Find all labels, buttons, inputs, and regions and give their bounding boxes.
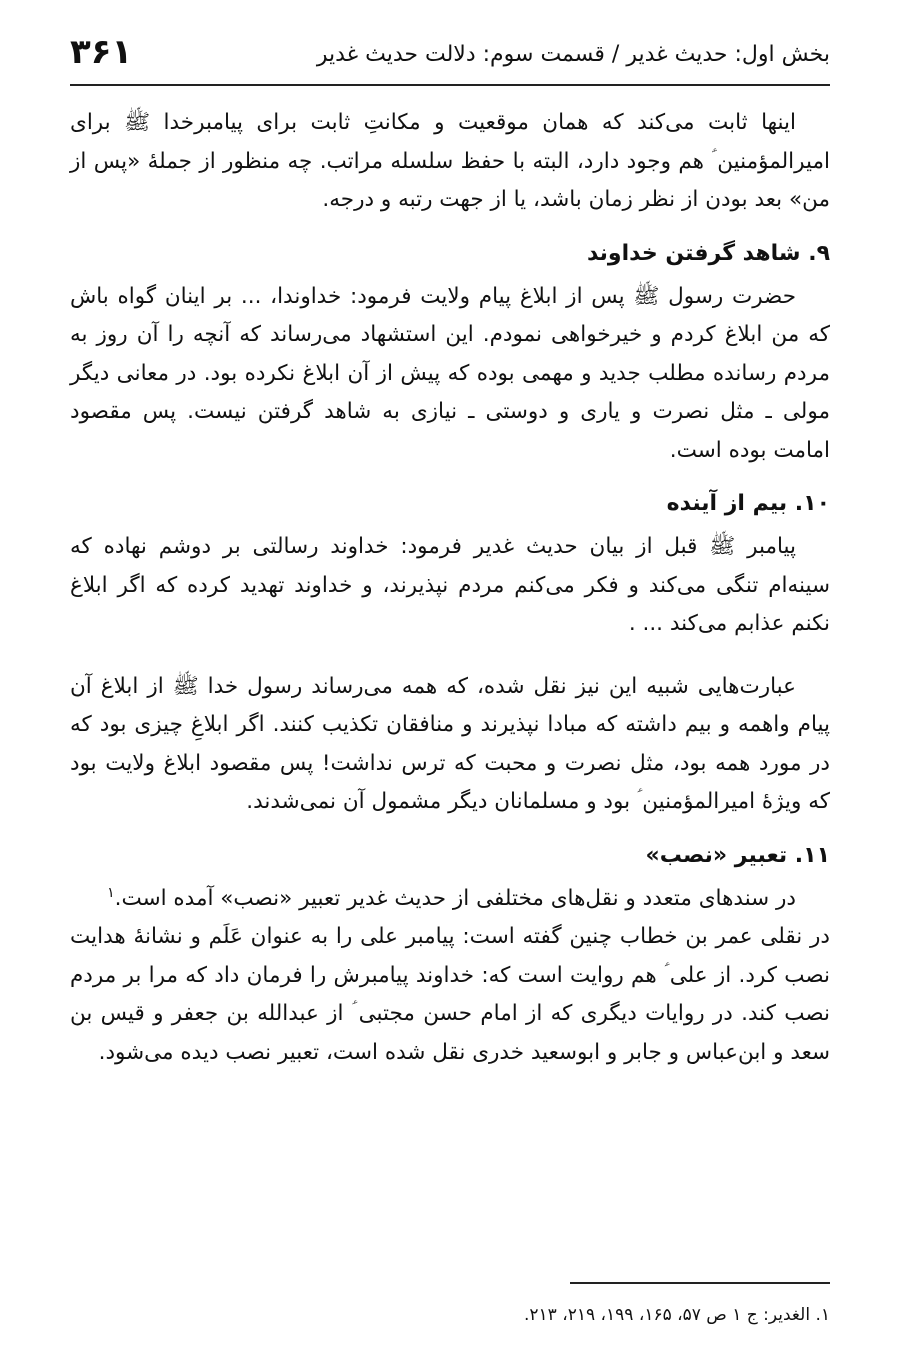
footnote-marker[interactable]: ۱ [107, 884, 115, 901]
paragraph-section-11-a-text: در سندهای متعدد و نقل‌های مختلفی از حدیث غدیر تعبیر «نصب» آمده است. [114, 885, 796, 911]
running-header [70, 32, 830, 84]
main-text [70, 104, 830, 1072]
section-heading-10: ۱۰. بیم از آینده [666, 491, 830, 516]
paragraph-section-10-a: پیامبر ﷺ قبل از بیان حدیث غدیر فرمود: خداوند رسالتی بر دوشم نهاده که سینه‌ام تنگی می‌کند و فکر می‌کنم مردم نپذیرند، و خداوند تهدید کرده که اگر ابلاغ نکنم عذابم می‌کند ... . [70, 534, 830, 636]
paragraph-intro: اینها ثابت می‌کند که همان موقعیت و مکانتِ ثابت برای پیامبرخدا ﷺ برای امیرالمؤمنین ؑ هم وجود دارد، البته با حفظ سلسله مراتب. چه منظور از جملهٔ «پس از من» بعد بودن از نظر زمان باشد، یا از جهت رتبه و درجه. [70, 110, 830, 212]
header-title: بخش اول: حدیث غدیر / قسمت سوم: دلالت حدیث غدیر [316, 42, 830, 67]
header-rule [70, 84, 830, 86]
section-heading-11: ۱۱. تعبیر «نصب» [645, 842, 830, 868]
paragraph-section-11-a [70, 880, 830, 919]
footnote: ۱. الغدیر: ج ۱ ص ۵۷، ۱۶۵، ۱۹۹، ۲۱۹، ۲۱۳. [524, 1305, 830, 1325]
paragraph-gap [70, 644, 830, 668]
footnote-rule [570, 1282, 830, 1284]
section-heading-9: ۹. شاهد گرفتن خداوند [586, 240, 830, 266]
paragraph-section-10-b: عبارت‌هایی شبیه این نیز نقل شده، که همه می‌رساند رسول خدا ﷺ از ابلاغ آن پیام واهمه و بیم داشته که مبادا نپذیرند و منافقان تکذیب کنند. اگر ابلاغِ چیزی بود که در مورد همه بود، مثل نصرت و محبت که ترس نداشت! پس مقصود ابلاغ ولایت بود که ویژهٔ امیرالمؤمنین ؑ بود و مسلمانان دیگر مشمول آن نمی‌شدند. [70, 673, 830, 814]
page-number: ۳۶۱ [70, 32, 133, 72]
paragraph-section-9: حضرت رسول ﷺ پس از ابلاغ پیام ولایت فرمود: خداوندا، ... بر اینان گواه باش که من ابلاغ کردم و خیرخواهی نمودم. این استشهاد می‌رساند که آنچه را آن روز به مردم رسانده مطلب جدید و مهمی بوده که پیش از آن ابلاغ نکرده بود. در معانی دیگر مولی ـ مثل نصرت و یاری و دوستی ـ نیازی به شاهد گرفتن نیست. پس مقصود امامت بوده است. [70, 283, 830, 463]
paragraph-section-11-b: در نقلی عمر بن خطاب چنین گفته است: پیامبر علی را به عنوان عَلَم و نشانهٔ هدایت نصب کرد. از علی ؑ هم روایت است که: خداوند پیامبرش را فرمان داد که مرا بر مردم نصب کند. در روایات دیگری که از امام حسن مجتبی ؑ از عبدالله بن جعفر و قیس بن سعد و ابن‌عباس و جابر و ابوسعید خدری نقل شده است، تعبیر نصب دیده می‌شود. [70, 924, 830, 1065]
